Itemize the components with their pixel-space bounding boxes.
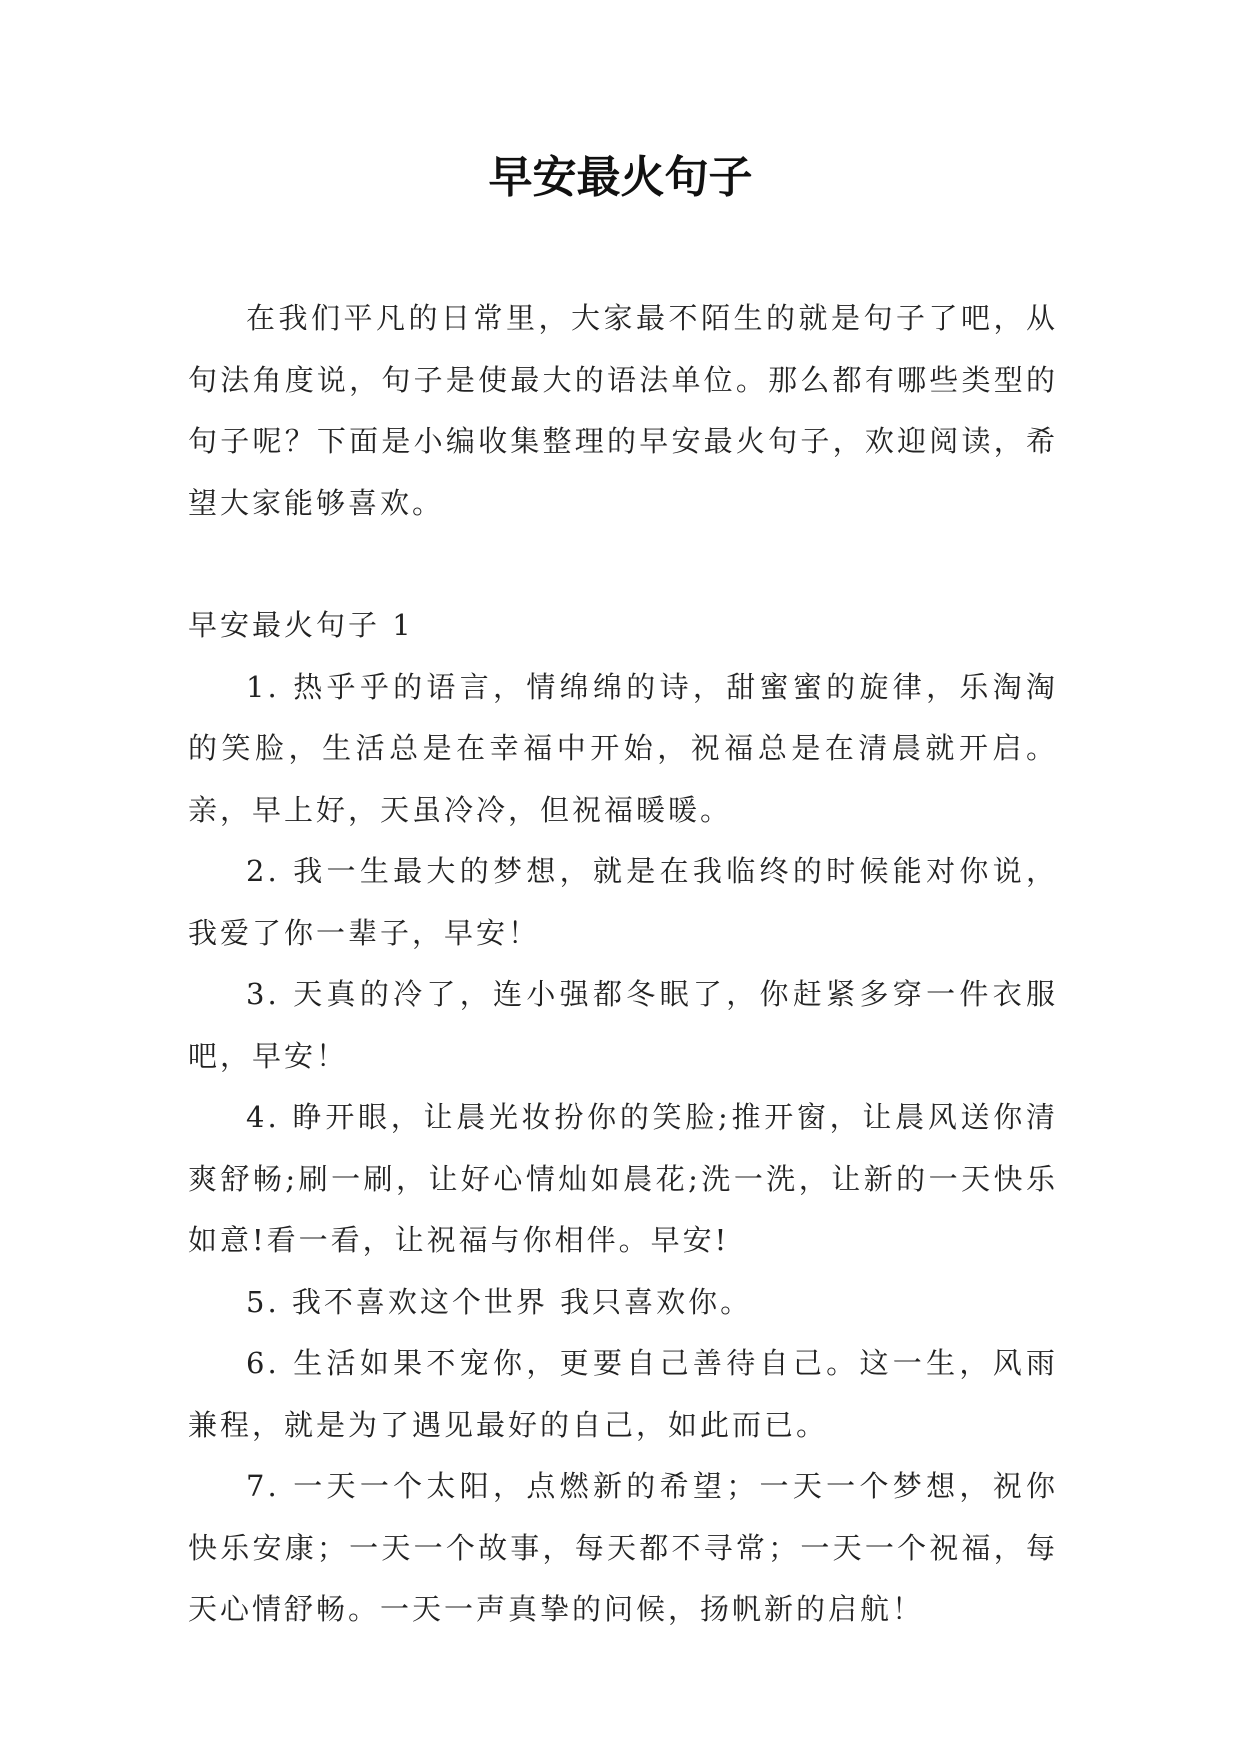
document-title: 早安最火句子 — [488, 152, 753, 203]
sentence-item-7: 7. 一天一个太阳，点燃新的希望；一天一个梦想，祝你快乐安康；一天一个故事，每天都不寻常；一天一个祝福，每天心情舒畅。一天一声真挚的问候，扬帆新的启航！ — [188, 1469, 1058, 1626]
sentence-item-6: 6. 生活如果不宠你，更要自己善待自己。这一生，风雨兼程，就是为了遇见最好的自己，如此而已。 — [188, 1346, 1058, 1442]
intro-paragraph: 在我们平凡的日常里，大家最不陌生的就是句子了吧，从句法角度说，句子是使最大的语法单位。那么都有哪些类型的句子呢？下面是小编收集整理的早安最火句子，欢迎阅读，希望大家能够喜欢。 — [188, 301, 1058, 520]
sentence-item-2: 2. 我一生最大的梦想，就是在我临终的时候能对你说，我爱了你一辈子，早安！ — [188, 854, 1058, 950]
section-heading: 早安最火句子 1 — [188, 608, 414, 642]
sentence-item-4: 4. 睁开眼，让晨光妆扮你的笑脸;推开窗，让晨风送你清爽舒畅;刷一刷，让好心情灿如晨花;洗一洗，让新的一天快乐如意!看一看，让祝福与你相伴。早安! — [188, 1100, 1058, 1257]
sentence-item-3: 3. 天真的冷了，连小强都冬眠了，你赶紧多穿一件衣服吧，早安！ — [188, 977, 1058, 1073]
document-body — [188, 288, 1058, 1641]
sentence-item-5: 5. 我不喜欢这个世界 我只喜欢你。 — [246, 1284, 753, 1319]
sentence-item-1: 1. 热乎乎的语言，情绵绵的诗，甜蜜蜜的旋律，乐淘淘的笑脸，生活总是在幸福中开始，祝福总是在清晨就开启。亲，早上好，天虽冷冷，但祝福暖暖。 — [188, 669, 1058, 827]
